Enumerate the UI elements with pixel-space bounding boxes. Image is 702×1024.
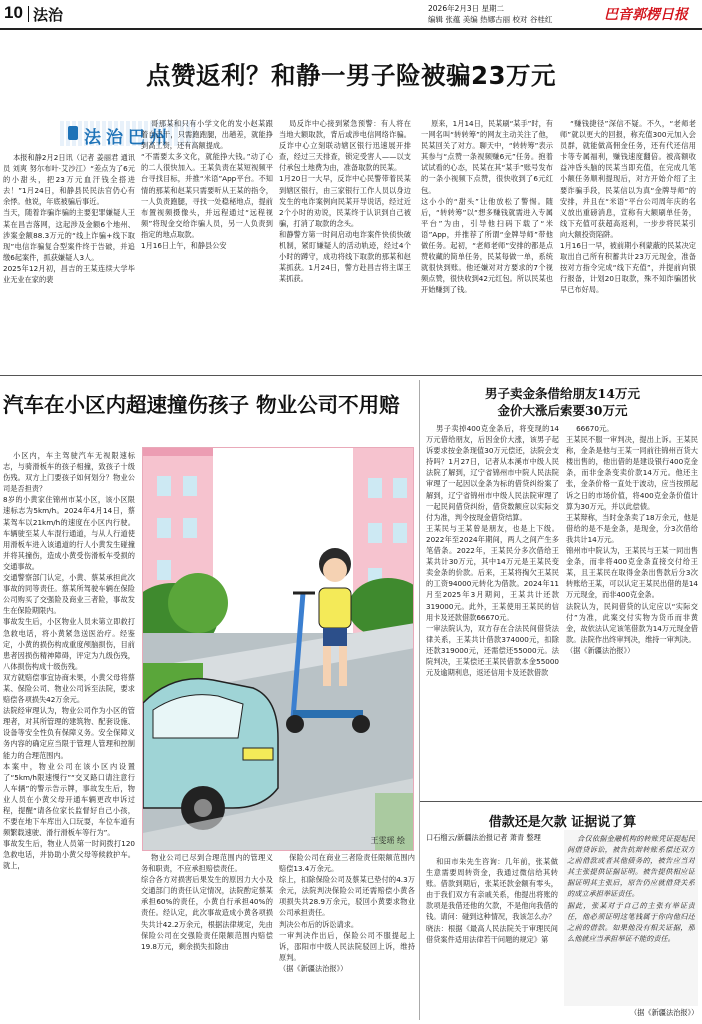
page-header xyxy=(0,0,702,28)
article-4-byline-text: 口石榴云/新疆法治报记者 萧青 整理 xyxy=(426,833,541,842)
article-4-source: （据《新疆法治报》） xyxy=(630,1008,699,1017)
article-2-text-1: 小区内，车主驾驶汽车无视限速标志，与骑滑板车的孩子相撞，致孩子十级伤残。双方上门要孩子如何划分？物业公司是否担责？ 8岁的小黄家住锦州市某小区，该小区限速标志为5km/h。2024年4月14日，蔡某驾车以21km/h的速度在小区内行驶。车辆驶至某人车混行通道，与从人行道使用滑板车进入该通道的行人小黄发生碰撞并将其撞伤，造成小黄受伤滑板车受损的交通事故。 交通警察部门认定，小黄、蔡某承担此次事故的同等责任。蔡某所驾驶车辆在保险公司购买了交强险及商业三者险，事故发生在保险期限内。 事故发生后，小区物业人员未第立即救打急救电话，将小黄紧急送医治疗。经鉴定，小黄的损伤构成重度颅脑损伤，目前患者因损伤精神障碍，评定为九级伤残，八体损伤构成十级伤残。 双方就赔偿事宜协商未果，小黄父母将蔡某、保险公司、物业公司诉至法院，要求赔偿各项损失42万余元。 法院经审理认为，物业公司作为小区的管理者，对其所管理的建筑物、配套设施、设备等安全性负有保障义务。安全保障义务内容的确定应当限于管理人管理和控制能力的合理范围内。 本案中，物业公司在该小区内设置了“5km/h限速慢行”“交叉路口请注意行人车辆”的警示告示牌，事故发生后，物业人员在小黄父母开通车辆更改申诉过程，提醒“请各位家长监督好自己小孩，不要在地下车库出入口玩耍，车位车道有频繁载速驶、滑行滑板车等行为”。 事故发生后，物业人员第一时间拨打120急救电话，并协助小黄父母等候救护车。就上， xyxy=(3,451,135,871)
column-banner-text: 法治巴州 xyxy=(84,128,172,148)
headline-article-3-line-1: 男子卖金条借给朋友14万元 xyxy=(485,386,640,401)
article-3-text-2: 66670元。 王某民不服一审判决，提出上诉。王某民称，金条是他与王某一同前往锦州百货大楼出售的，他出借的是建设银行400克金条，而非金条变卖价款14万元。他还主张，金条价格一直处于波动，应当按照起诉之日的市场价值，将400克金条价值计算为30万元，并以此偿债。 王某辩称，当时金条卖了18万余元，他是借给的是不是金条，是现金，分3次借给我共计14万元。 锦州市中院认为，王某民与王某一同出售金条，而非将400克金条直接交付给王某，且王某民在取得金条出售款后分3次转账给王某，可以认定王某民出借的是14万元现金，而非400克金条。 法院认为，民间借贷的认定应以“实际交付”为准，此案交付实物为货币而非黄金，故依法认定该笔借款为14万元现金借款。法院作出终审判决，维持一审判决。 （据《新疆法治报》） xyxy=(566,424,698,655)
section-title: 法治 xyxy=(33,6,64,24)
headline-article-1: 点赞返利？和静一男子险被骗23万元 xyxy=(145,61,557,90)
article-3-column-1 xyxy=(426,423,559,797)
article-1-text-5: “赚钱捷径”深信不疑。不久，“老师老师”就以更大的回报，称充值300元加入会员群，就能做高佣金任务，还有代还信用卡等专属福利，赚钱速度翻倍。被高额收益冲昏头脑的民某当即充值，在完成几笔小额任务顺利提现后，对方开始介绍了主要诈骗手段，民某信以为真“金牌导师”的安排，并且在“米语”平台公司周年庆的名义放出重磅消息，宣称有大额刷单任务，线下充值可获超高返利，一步步将民某引向大额投资陷阱。 1月16日一早，被前期小利蒙蔽的民某决定取出自己所有积蓄共计23万元现金，准备按对方指令完成“线下充值”，并提前向银行报备，计划20日取款，殊不知诈骗团伙早已布好局。 xyxy=(560,119,696,295)
article-4-sidebar xyxy=(564,830,698,1006)
article-2-text-2: 物业公司已尽到合理范围内的管理义务和职责，不应承担赔偿责任。 综合各方对损害后果发生的原因力大小及交通部门的责任认定情况，法院酌定蔡某承担60%的责任，小黄自行承担40%的责任。经认定，此次事故造成小黄各项损失共计42.2万余元，根据法律规定，先由保险公司在交强险责任限额范围内赔偿19.8万元，剩余损失扣除由 xyxy=(141,853,273,951)
illustration-caption: 王雯瑶 绘 xyxy=(370,836,405,845)
headline-article-3-line-2: 金价大涨后索要30万元 xyxy=(497,403,628,418)
article-1-text-4: 原来，1月14日，民某刷“某手”时，有一网名叫“转转筹”的网友主动关注了他，民某回关了对方。聊天中，“转转筹”表示其参与“点赞一条视频赚6元”任务。抱着试试看的心态，民某在其“某手”账号发布的一条小视频下点赞，很快收到了6元红包。 这小小的“甜头”让他放松了警惕。随后，“转转筹”以“想多赚钱就需进入专属平台”为由，引导他扫码下载了“米语”App，并推荐了所谓“金牌导师”带他做任务。起初，“老师老师”安排的都是点赞收藏的简单任务，民某每做一单，系统就很快到账。他还嫌对对方要求的7个视频点赞，很快收到42元红包。所以民某也开始赚到了钱。 xyxy=(421,119,553,295)
headline-article-2: 汽车在小区内超速撞伤孩子 物业公司不用赔 xyxy=(3,393,400,417)
article-2-column-2 xyxy=(141,852,273,1018)
paper-masthead: 巴音郭楞日报 xyxy=(604,7,688,23)
article-4-sidebar-text: 合仅依据金融机构的转账凭证提起民间借贷诉讼，被告抗辩转账系偿还双方之前借款或者其他债务的，被告应当对其主张提供证据证明。被告提供相应证据证明其主张后，原告仍应就借贷关系的成立承担举证责任。 据此，张某对于自己的主张有举证责任，他必须证明这笔钱属于你向他归还之前的借款。如果他没有相关证据，那么他就应当承担举证不能的责任。 xyxy=(567,834,695,943)
article-4-column-1 xyxy=(426,856,558,1018)
article-1-column-4 xyxy=(421,118,553,368)
headline-article-4: 借款还是欠款 证据说了算 xyxy=(488,815,637,830)
article-1-text-1: 本报和静2月2日讯（记者 姜丽君 通讯员 刘爽 努尔布叶·艾沙江）“差点为了6元的小甜头，把23万元血汗钱全搭进去！”1月24日，和静县民民法官仍心有余悸。他说，年底被骗后事近。 当天，随着诈骗诈骗的主要犯罪嫌疑人王某在昌吉落网，这起涉及金额6个地州、涉案金额88.3万元的“线上诈骗+线下取现”电信诈骗复合型案件终于告破，并追缴6起案件，抓获嫌疑人3人。 2025年12月初，昌吉的王某连续大学毕业无业在家的裴 xyxy=(3,153,135,285)
page-number: 10 xyxy=(4,3,23,22)
article-1-column-3 xyxy=(279,118,411,368)
article-1-text-2: 哥那某和只有小学文化的发小赵某跟着自己干，只需跑跑腿，出趟差，就能挣到高工资，还有高额提成。 “不需要太多文化，就能挣大钱。”动了心的二人很快加入。王某负责在某短视频平台寻找目标，并推“米语”App平台。不知情的那某和赵某只需要听从王某的指令，一人负责跑腿，寻找一处稳秘地点，提前布置视频摄像头，并远程通过“远程视频”将现金交给诈骗人员，另一人负责到指定的地点取款。 1月16日上午，和静县公安 xyxy=(141,119,273,251)
article-1-column-1 xyxy=(3,152,135,365)
article-1-column-5 xyxy=(560,118,696,368)
illustration-svg xyxy=(143,448,414,851)
illustration-scooter-accident xyxy=(142,447,414,851)
article-1-column-2 xyxy=(141,118,273,368)
article-2-column-3 xyxy=(279,852,415,1018)
date-line: 2026年2月3日 星期二 xyxy=(428,4,505,13)
article-4-byline xyxy=(426,832,558,843)
staff-line: 编辑 张蕴 美编 热娜古丽 校对 谷桂红 xyxy=(428,15,553,24)
article-3-column-2 xyxy=(566,423,698,797)
article-1-text-3: 局反诈中心接到紧急预警：有人将在当地大额取款，背后或涉电信网络诈骗。反诈中心立刻联动辖区银行迅速展开排查，经过三天排查，锁定受害人——以支付承包土地费为由，准备取款的民某。 1月20日一大早，反诈中心民警带着民某到辖区银行，由三家银行工作人员以身边发生的电诈案例向民某开导说话，经过近2个小时的劝说，民某终于认识到自己被骗，打消了取款的念头。 和静警方第一时间启动电诈案件快侦快破机制，紧盯嫌疑人的活动轨迹，经过4个小时的蹲守，成功将线下取款的那某和赵某抓获。1月24日，警方赴昌吉将主谋王某抓获。 xyxy=(279,119,411,284)
article-2-column-1 xyxy=(3,450,135,1018)
article-2-text-3: 保险公司在商业三者险责任限额范围内赔偿13.4万余元。 综上，扣除保险公司及蔡某已垫付的4.3万余元，法院判决保险公司还需赔偿小黄各项损失共28.9万余元，驳回小黄要求物业公司承担责任。 判决公布后的诉讼请求。 一审判决作出后，保险公司不服提起上诉，邵阳市中级人民法院驳回上诉，维持原判。 （据《新疆法治报》） xyxy=(279,853,415,973)
article-3-text-1: 男子卖掉400克金条后，将变现的14万元借给朋友，后因金价大涨，该男子起诉要求按金条现值30万元偿还，法院会支持吗？1月27日，记者从本溪市中级人民法院了解到，辽宁省锦州市中院人民法院审理了一起因以金条为标的借贷纠纷案了解到，辽宁省锦州市中级人民法院审理了一起民间借贷纠纷，借贷数额应以实际交付为准，判令按现金借贷结算。 王某民与王某曾是朋友，也是上下级。2022年至2024年期间，两人之间产生多笔借条。2022年，王某民分多次借给王某共计30万元，其中14万元是王某民变卖金条的价款。后来，王某将掏欠王某民的工资94000元转化为借款。2024年11月至2025年3月期间，王某共计还款319000元。此外，王某使用王某民的信用卡及还款借款66670元。 一审法院认为，双方存在合法民间借贷法律关系，王某共计借款374000元，扣除还款319000元，还需偿还55000元。法院判决，王某偿还王某民借款本金55000元及逾期利息，返还信用卡及还款借款 xyxy=(426,424,559,678)
article-4-text: 和田市朱先生咨询：几年前，张某做生意需要周转资金，我通过微信给其转账。借款到期后，张某还款金额有零头，由于我们双方有亲戚关系，他提出将账的款项是我借还他的欠款，不是他向我借的钱。请问：碰到这种情况，我该怎么办？ 晓法：根据《最高人民法院关于审理民间借贷案件适用法律若干问题的规定》第 xyxy=(426,857,558,944)
